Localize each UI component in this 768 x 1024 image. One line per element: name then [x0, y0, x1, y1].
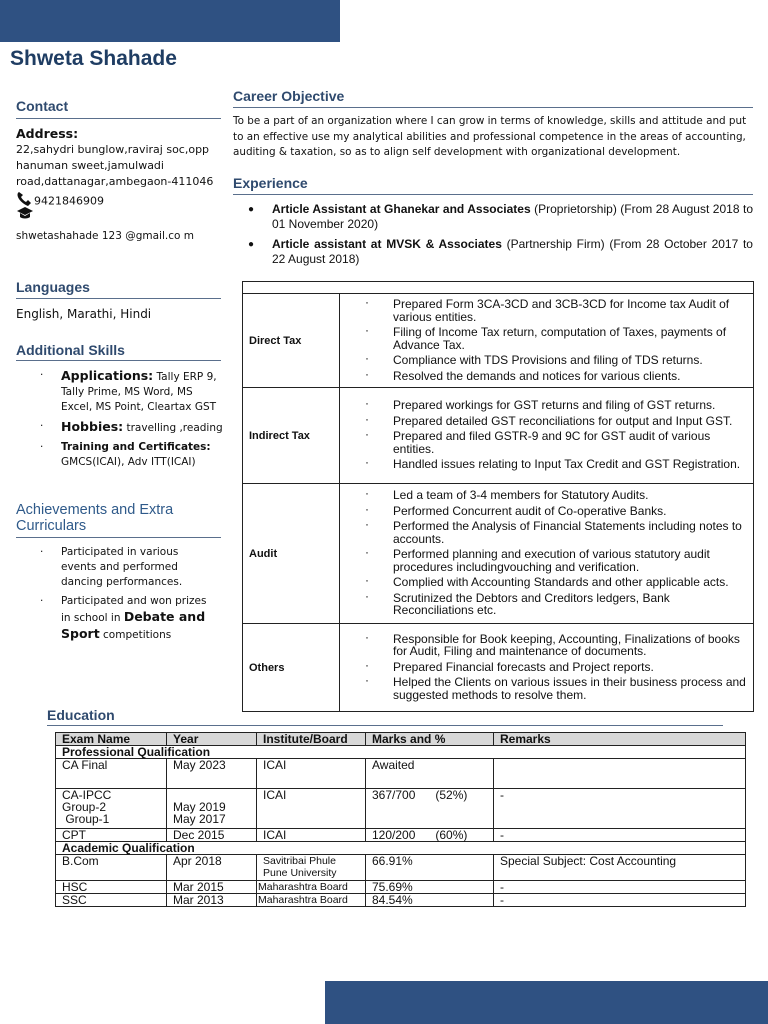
duty-item — [340, 486, 749, 503]
achievements-rule — [16, 537, 221, 538]
table-row — [56, 855, 746, 881]
duty-text: Resolved the demands and notices for various clients. — [393, 368, 681, 383]
duty-item — [340, 455, 749, 472]
duty-text: Prepared Form 3CA-3CD and 3CB-3CD for Income tax Audit of various entities. — [393, 297, 730, 324]
duty-text: Prepared workings for GST returns and filing of GST returns. — [393, 398, 716, 413]
address-line: 22,sahydri bunglow,raviraj soc,opp — [16, 143, 210, 156]
duty-row — [243, 484, 754, 624]
email-row — [16, 218, 226, 244]
duties-table — [242, 281, 754, 712]
bullet-icon: · — [365, 323, 369, 337]
achievement-item: · Participated and won prizes in school in Debate and Sport competitions — [40, 595, 207, 641]
col-institute-header: Institute/Board — [257, 733, 366, 746]
col-marks-header: Marks and % — [366, 733, 494, 746]
experience-rule — [233, 194, 753, 195]
cell-marks: Awaited — [366, 759, 494, 789]
cell-exam: SSC — [56, 894, 167, 907]
duty-text: Responsible for Book keeping, Accounting, Finalizations of books for Audit, Filing and maintenance of documents. — [393, 631, 740, 659]
table-row — [56, 894, 746, 907]
bullet-icon: · — [365, 629, 369, 644]
achievements-heading: Achievements and Extra Curriculars — [16, 502, 174, 534]
duty-row — [243, 294, 754, 388]
duty-item — [340, 427, 749, 456]
duty-row — [243, 624, 754, 712]
col-remarks-header: Remarks — [494, 733, 746, 746]
bullet-icon: · — [365, 351, 369, 365]
cell-exam: CA Final — [56, 759, 167, 789]
cell-year: May 2023 — [167, 759, 257, 789]
duty-category: Audit — [243, 484, 340, 624]
education-heading: Education — [47, 707, 115, 723]
cell-institute: Savitribai Phule Pune University — [257, 855, 366, 881]
languages-rule — [16, 298, 221, 299]
skills-heading: Additional Skills — [16, 342, 125, 358]
duty-item — [340, 573, 749, 590]
duty-text: Prepared Financial forecasts and Project reports. — [393, 659, 654, 674]
duty-text: Led a team of 3-4 members for Statutory Audits. — [393, 488, 649, 503]
skill-item: · Applications: Tally ERP 9, Tally Prime, MS Word, MS Excel, MS Point, Cleartax GST — [40, 368, 217, 413]
cell-remarks: Special Subject: Cost Accounting — [494, 855, 746, 881]
duty-text: Helped the Clients on various issues in their business process and suggested methods to resolve them. — [393, 675, 746, 702]
education-rule — [47, 725, 723, 726]
duty-category: Direct Tax — [243, 294, 340, 388]
cell-exam: HSC — [56, 881, 167, 894]
bullet-icon: · — [365, 545, 369, 560]
cell-institute: ICAI — [257, 829, 366, 842]
languages-heading: Languages — [16, 279, 90, 295]
duty-text: Performed planning and execution of various statutory audit procedures includingvouching and verification. — [393, 547, 710, 574]
duty-text: Filing of Income Tax return, computation of Taxes, payments of Advance Tax. — [393, 325, 727, 352]
bullet-icon: · — [365, 657, 369, 672]
cell-institute: Maharashtra Board — [257, 881, 366, 894]
cell-exam: CPT — [56, 829, 167, 842]
bullet-icon: · — [365, 427, 369, 442]
duty-category: Others — [243, 624, 340, 712]
bullet-icon: · — [365, 673, 369, 688]
contact-rule — [16, 118, 221, 119]
bullet-icon: · — [365, 295, 369, 309]
duty-item — [340, 323, 749, 352]
duty-list-cell — [340, 294, 754, 388]
experience-heading: Experience — [233, 175, 308, 191]
cell-remarks — [494, 759, 746, 789]
duty-text: Prepared detailed GST reconciliations for output and Input GST. — [393, 413, 733, 428]
cell-remarks: - — [494, 789, 746, 829]
duty-item — [340, 411, 749, 428]
bullet-icon: ● — [248, 204, 255, 215]
duty-list-cell — [340, 484, 754, 624]
experience-item: ● Article assistant at MVSK & Associates (Partnership Firm) (From 28 October 2017 to 22 August 2018) — [248, 237, 753, 266]
bullet-icon: · — [365, 455, 369, 470]
duty-text: Performed the Analysis of Financial Statements including notes to accounts. — [393, 519, 742, 546]
duty-item — [340, 588, 749, 618]
phone-number: 9421846909 — [34, 194, 104, 208]
duty-item — [340, 351, 749, 367]
duty-list-cell — [340, 388, 754, 484]
cell-institute: Maharashtra Board — [257, 894, 366, 907]
career-heading: Career Objective — [233, 88, 345, 104]
duty-text: Handled issues relating to Input Tax Credit and GST Registration. — [393, 457, 741, 472]
duty-text: Scrutinized the Debtors and Creditors ledgers, Bank Reconciliations etc. — [393, 590, 670, 618]
bullet-icon: ● — [248, 239, 255, 250]
table-row — [56, 829, 746, 842]
group-label: Academic Qualification — [56, 842, 746, 855]
achievements-list — [16, 545, 216, 647]
bullet-icon: · — [365, 396, 369, 411]
duty-item — [340, 545, 749, 574]
skill-item: · Hobbies: travelling ,reading — [40, 419, 223, 434]
duty-text: Complied with Accounting Standards and other applicable acts. — [393, 575, 729, 590]
bullet-icon: · — [365, 411, 369, 426]
col-year-header: Year — [167, 733, 257, 746]
phone-row — [16, 191, 226, 212]
bullet-icon: · — [365, 588, 369, 603]
experience-item: ● Article Assistant at Ghanekar and Associates (Proprietorship) (From 28 August 2018 to 01 November 2020) — [248, 202, 753, 231]
duty-item — [340, 673, 749, 702]
address-line: road,dattanagar,ambegaon-411046 — [16, 175, 214, 188]
duty-item — [340, 396, 749, 413]
cell-marks: 66.91% — [366, 855, 494, 881]
footer-color-bar — [325, 981, 768, 1024]
duty-item — [340, 501, 749, 518]
table-row — [56, 881, 746, 894]
cell-year: Mar 2015 — [167, 881, 257, 894]
duty-item — [340, 629, 749, 659]
skill-item: · Training and Certificates: GMCS(ICAI), Adv ITT(ICAI) — [40, 441, 211, 468]
col-exam-header: Exam Name — [56, 733, 167, 746]
cell-marks: 120/200 (60%) — [366, 829, 494, 842]
email-text: shwetashahade 123 @gmail.co m — [16, 230, 194, 242]
address-text — [16, 142, 226, 190]
skills-list — [16, 368, 226, 474]
duties-table-top-row — [243, 282, 754, 294]
table-row — [56, 759, 746, 789]
duty-item — [340, 366, 749, 383]
education-table — [55, 732, 746, 907]
duty-category: Indirect Tax — [243, 388, 340, 484]
cell-remarks: - — [494, 894, 746, 907]
bullet-icon: · — [365, 573, 369, 588]
duty-text: Performed Concurrent audit of Co-operative Banks. — [393, 503, 667, 518]
achievement-item: · Participated in various events and performed dancing performances. — [40, 546, 183, 588]
bullet-icon: · — [365, 366, 369, 381]
bullet-icon: · — [365, 517, 369, 532]
table-row — [56, 789, 746, 829]
career-text: To be a part of an organization where I can grow in terms of knowledge, skills and attitude and put to an effective use my analytical abilities and professional competence in the areas of accounting, auditing & taxation, so as to align self development with organizational development. — [233, 115, 747, 158]
career-rule — [233, 107, 753, 108]
duty-item — [340, 295, 749, 324]
contact-heading: Contact — [16, 98, 69, 114]
bullet-icon: · — [365, 486, 369, 501]
languages-text: English, Marathi, Hindi — [16, 307, 152, 321]
duty-list-cell — [340, 624, 754, 712]
address-line: hanuman sweet,jamulwadi — [16, 159, 164, 172]
mortarboard-icon — [16, 206, 34, 225]
contact-block — [16, 126, 226, 244]
cell-year: Dec 2015 — [167, 829, 257, 842]
cell-institute: ICAI — [257, 759, 366, 789]
cell-year: Mar 2013 — [167, 894, 257, 907]
cell-year: Apr 2018 — [167, 855, 257, 881]
skills-rule — [16, 360, 221, 361]
cell-marks: 75.69% — [366, 881, 494, 894]
candidate-name: Shweta Shahade — [10, 47, 177, 70]
duty-text: Compliance with TDS Provisions and filing of TDS returns. — [393, 353, 703, 367]
cell-remarks: - — [494, 881, 746, 894]
header-color-bar — [0, 0, 340, 42]
duty-item — [340, 517, 749, 546]
cell-institute: ICAI — [257, 789, 366, 829]
duty-item — [340, 657, 749, 674]
cell-exam: B.Com — [56, 855, 167, 881]
cell-year: May 2019 May 2017 — [167, 789, 257, 829]
group-label: Professional Qualification — [56, 746, 746, 759]
address-label: Address: — [16, 126, 79, 141]
cell-exam: CA-IPCC Group-2 Group-1 — [56, 789, 167, 829]
education-header-row — [56, 733, 746, 746]
cell-remarks: - — [494, 829, 746, 842]
duty-row — [243, 388, 754, 484]
duty-text: Prepared and filed GSTR-9 and 9C for GST audit of various entities. — [393, 429, 711, 456]
cell-marks: 84.54% — [366, 894, 494, 907]
cell-marks: 367/700 (52%) — [366, 789, 494, 829]
bullet-icon: · — [365, 501, 369, 516]
